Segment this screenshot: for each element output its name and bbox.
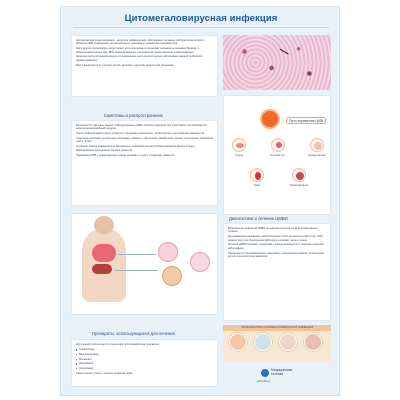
brand-line-2: техника [271, 371, 284, 376]
pointer-arrow [279, 49, 288, 55]
histology-image [223, 35, 331, 90]
saliva-icon [232, 138, 246, 152]
diagnosis-paragraph: Применяются противовирусные препараты, назначаемые врачом, длительным курсом под контролем анализов. [228, 251, 324, 258]
diagnosis-paragraph: Большинство инфекций ЦМВИ не диагностируются из-за бессимптомного течения. [228, 227, 318, 234]
anatomy-illustration [71, 213, 218, 315]
symptoms-card [71, 120, 218, 206]
symptoms-paragraph: После инфицирования вирус остается в организме пожизненно, активизируясь при снижении иммунитета. [76, 132, 205, 136]
poster [60, 6, 340, 396]
transplant-icon [292, 168, 306, 182]
prevention-panel [223, 325, 331, 361]
poster-title: Цитомегаловирусная инфекция [124, 13, 278, 24]
intro-paragraph: Как и другие герпесвирусы вирус может жить всю жизнь в организме человека не вызывая болезни, у иммунокомпетентных лиц, ВИЧ-инфицированных, реципиентов трансплантатов, новорожденных. [76, 47, 199, 54]
symptoms-paragraph: Большинство здоровых людей, инфицированных ЦМВ, болезнь переносят без симптомов, или развивается мононуклеозоподобный синдром. [76, 124, 207, 131]
diagnosis-paragraph: Для выявления применяют серологические тесты на антитела IgM и IgG, ПЦР-диагностику для обнаружения ДНК вируса в крови, моче и слюне. [228, 235, 324, 242]
breast-milk-icon [310, 138, 324, 152]
diagnosis-title: Диагностика и лечение ЦМВИ [229, 216, 288, 221]
drugs-title: Препараты, использующиеся для лечения [92, 331, 175, 336]
drugs-lead: Для лечения используются следующие противовирусные препараты: [76, 343, 160, 346]
symptoms-paragraph: Особенно опасна инфекция для беременных: возможна внутриутробная передача вируса плоду и формирование врожденных пороков развития. [76, 145, 196, 152]
tissue-closeup-image [190, 252, 210, 272]
diagnosis-card [223, 223, 331, 321]
symptoms-paragraph: Поражение ЦМВ у новорожденных может вызывать глухоту и задержку развития. [76, 153, 175, 157]
brand-subtitle: AlmaMed [257, 379, 270, 383]
hand-washing-image [229, 333, 247, 351]
drugs-note: Самолечение опасно, лечение назначает врач. [76, 371, 134, 375]
sexual-transmission-icon [271, 138, 285, 152]
hygiene-image [279, 333, 297, 351]
transmission-paths-panel [223, 95, 331, 215]
drug-item: Цидофовир [76, 362, 213, 365]
mask-image [254, 333, 272, 351]
callout-line [118, 254, 156, 255]
blood-icon [250, 168, 264, 182]
path-label: Грудное молоко [308, 154, 326, 157]
symptoms-paragraph: Симптомы включают длительную лихорадку, слабость, увеличение лимфоузлов, печени и селезенки, поражение глаз и легких. [76, 137, 213, 144]
lungs-image [92, 244, 116, 262]
path-label: Кровь [253, 184, 261, 187]
diagnosis-paragraph: Лечение ЦМВИ показано пациентам с иммунодефицитом и тяжелым течением заболевания. [228, 243, 324, 250]
path-label: Трансплантация [289, 184, 309, 187]
prevention-title: ПРОФИЛАКТИКА ЦИТОМЕГАЛОВИРУСНОЙ ИНФЕКЦИИ [223, 325, 331, 331]
liver-image [92, 264, 112, 274]
intro-paragraph: Широкое распространение вируса и пожизненное носительство делает заболевание важной проблемой здравоохранения. [76, 55, 203, 62]
brand-line-1: Медицинская [271, 368, 293, 372]
drug-item: Ганцикловир [76, 348, 213, 351]
infected-cell-image [158, 242, 178, 262]
drug-item: Фоскарнет [76, 358, 213, 361]
symptoms-title: Симптомы и распространение [103, 113, 164, 118]
path-label: Слюна [235, 154, 243, 157]
drugs-card [71, 339, 218, 387]
intro-paragraph: Цитомегаловирусная инфекция – вирусное инфекционное заболевание человека, возбудителем которого является ЦМВ-подвидовой цитомегаловирус человека из семейства герпесвирусов. [76, 39, 205, 46]
drug-item: Валганцикловир [76, 353, 213, 356]
brand-name [271, 369, 292, 376]
doctor-consult-image [304, 333, 322, 351]
brand-logo-icon [261, 369, 269, 377]
organ-closeup-image [162, 266, 182, 286]
callout-line [114, 270, 158, 271]
virus-icon [262, 111, 278, 127]
intro-paragraph: Вирус выделяется со слюной, мочой, молоком и другими жидкостями организма. [76, 63, 175, 67]
paths-title: Пути заражения ЦМВ [286, 117, 326, 124]
head-image [94, 216, 114, 234]
path-label: Половой путь [270, 154, 286, 157]
drug-item: Летермовир [76, 367, 213, 370]
title-divider [73, 27, 329, 28]
intro-card [71, 35, 218, 97]
drugs-list [76, 348, 213, 370]
